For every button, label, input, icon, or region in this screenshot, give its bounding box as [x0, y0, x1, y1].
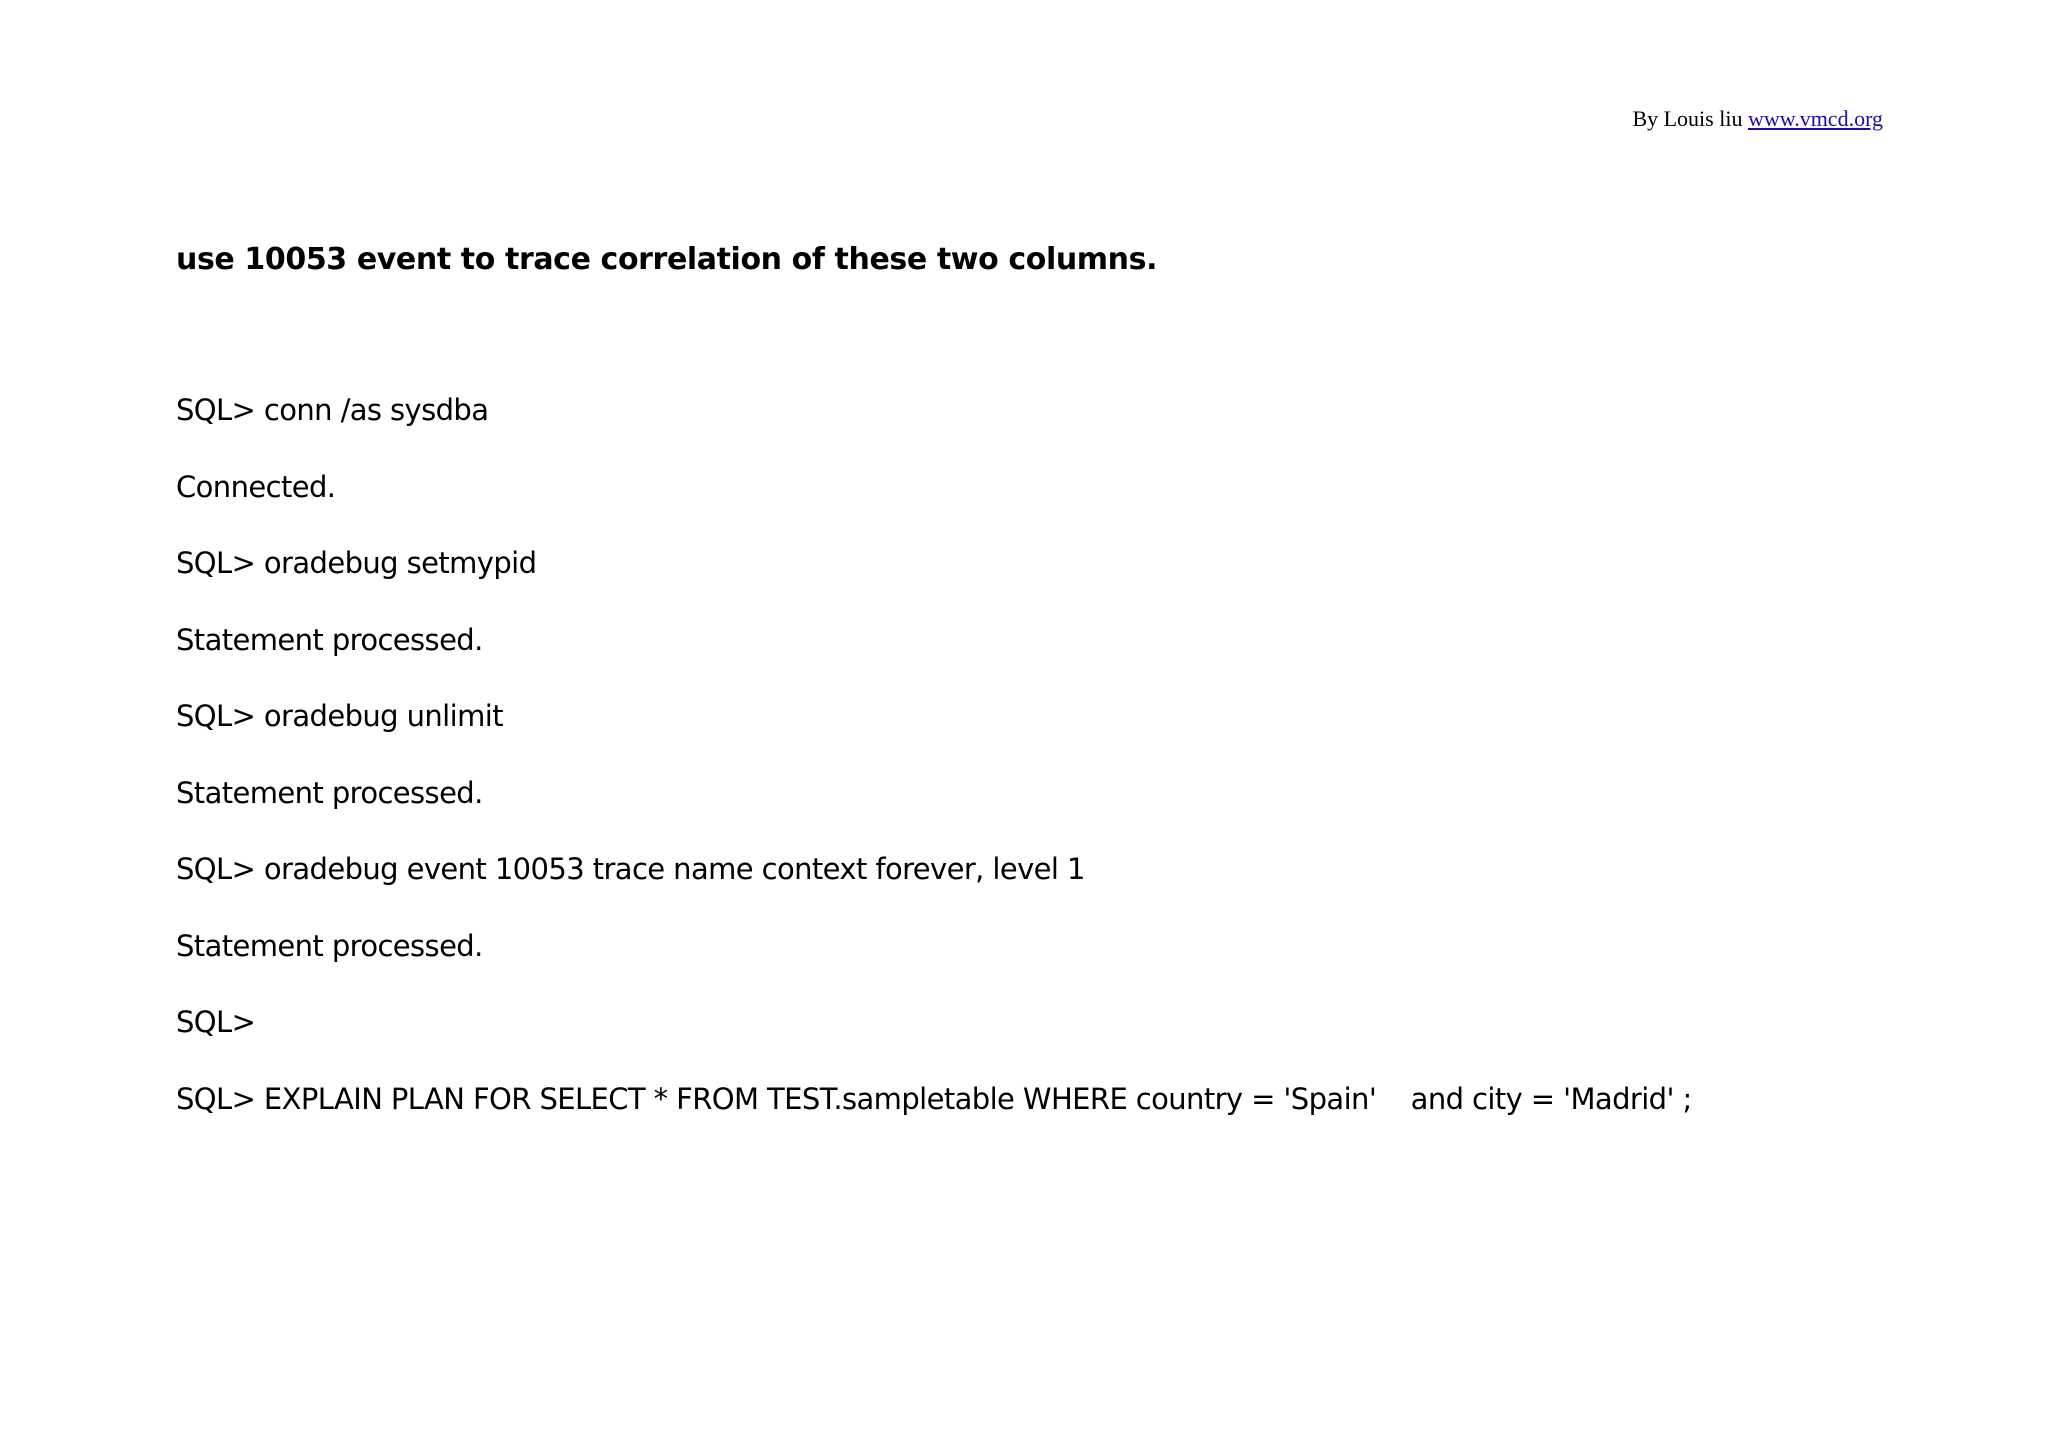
- transcript-line: SQL> oradebug event 10053 trace name context forever, level 1: [176, 852, 1085, 886]
- page-header: [1632, 106, 1883, 132]
- transcript-line: SQL> oradebug unlimit: [176, 699, 503, 733]
- transcript-line: Statement processed.: [176, 775, 483, 810]
- transcript-line: SQL> oradebug setmypid: [176, 546, 537, 580]
- section-title: use 10053 event to trace correlation of these two columns.: [176, 242, 1158, 277]
- transcript-line: SQL> EXPLAIN PLAN FOR SELECT * FROM TEST.sampletable WHERE country = 'Spain' and city = 'Madrid' ;: [176, 1081, 1692, 1116]
- website-link[interactable]: www.vmcd.org: [1747, 106, 1883, 131]
- transcript-line: SQL> conn /as sysdba: [176, 393, 489, 427]
- transcript-line: Statement processed.: [176, 928, 483, 963]
- transcript-line: Statement processed.: [176, 622, 483, 657]
- sql-session-transcript: [176, 390, 1692, 1155]
- transcript-line: Connected.: [176, 469, 336, 504]
- transcript-line: SQL>: [176, 1005, 256, 1039]
- author-text: By Louis liu: [1632, 106, 1748, 131]
